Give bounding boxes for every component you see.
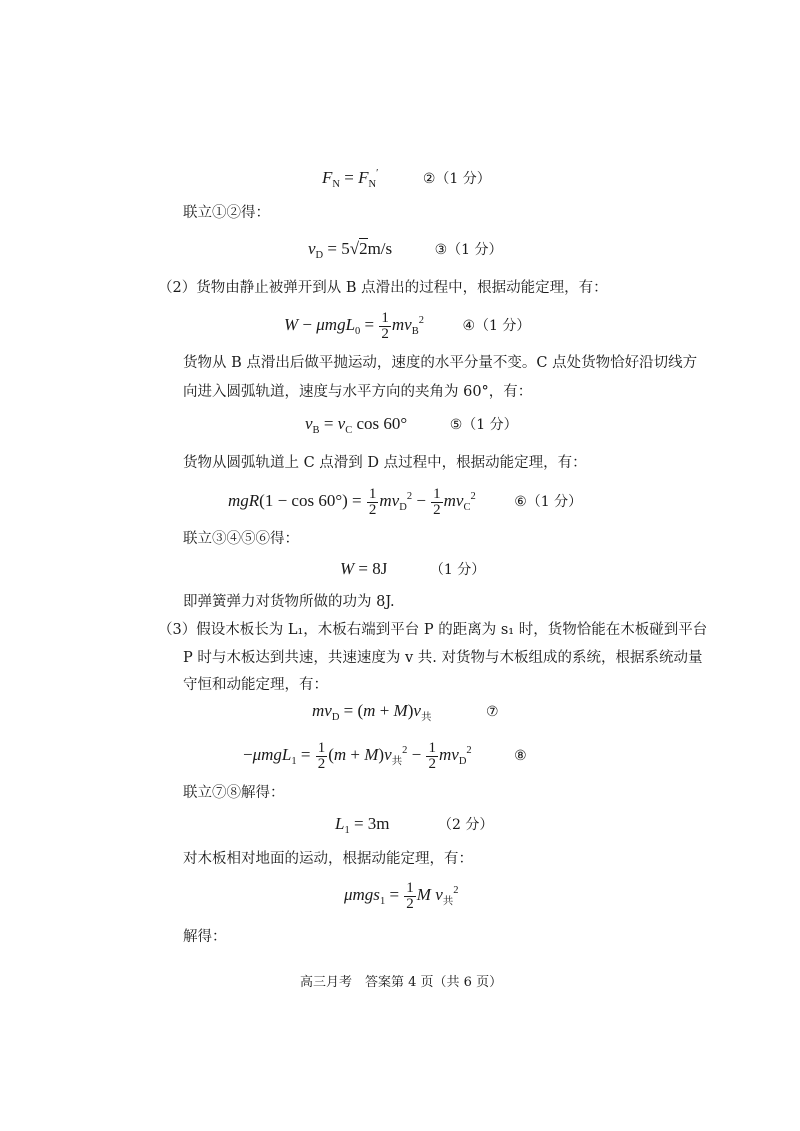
equation-6: W = 8J （1 分） [340, 559, 486, 578]
equation-4: $v_B = v_C$ cos 60° ⑤（1 分） [305, 414, 518, 436]
equation-tag: ⑥（1 分） [514, 494, 583, 510]
text-line: 向进入圆弧轨道，速度与水平方向的夹角为 60°，有： [183, 384, 533, 400]
equation-1: $F_N = F_N'$ ②（1 分） [322, 168, 491, 190]
text-line: 联立①②得： [183, 205, 270, 221]
text-line: （3）假设木板长为 L₁，木板右端到平台 P 的距离为 s₁ 时，货物恰能在木板碰到平台 [158, 622, 708, 638]
equation-tag: ⑧ [514, 748, 527, 764]
text-line: 解得： [183, 929, 227, 945]
text-line: （2）货物由静止被弹开到从 B 点滑出的过程中，根据动能定理，有： [158, 280, 608, 296]
equation-tag: ⑤（1 分） [449, 417, 518, 433]
text-line: 联立③④⑤⑥得： [183, 531, 299, 547]
equation-5: mgR(1 − cos 60°) = $\frac{1}{2}$ $mv_D^2$ − $\frac{1}{2}$ $mv_C^2$ ⑥（1 分） [228, 485, 583, 518]
text-line: 对木板相对地面的运动，根据动能定理，有： [183, 851, 473, 867]
equation-9: $L_1 = 3m$ （2 分） [335, 814, 494, 836]
equation-tag: （2 分） [438, 817, 494, 833]
page-footer: 高三月考 答案第 4 页（共 6 页） [300, 975, 503, 990]
equation-2: $v_D = 5√2m/s$ ③（1 分） [308, 239, 503, 261]
equation-7: $mv_D = (m + M)v_共$ ⑦ [312, 701, 499, 723]
equation-tag: ⑦ [485, 704, 499, 720]
text-line: P 时与木板达到共速，共速速度为 v 共. 对货物与木板组成的系统，根据系统动量 [183, 650, 703, 666]
equation-tag: ③（1 分） [434, 242, 503, 258]
equation-tag: ④（1 分） [462, 318, 531, 334]
equation-8: −μmgL$_1$ = $\frac{1}{2}$ $(m + M)v_共^2$ − $\frac{1}{2}$ $mv_D^2$ ⑧ [243, 739, 527, 772]
equation-10: μmgs$_1$ = $\frac{1}{2}$ M $v_共^2$ [344, 879, 459, 912]
equation-tag: （1 分） [429, 562, 486, 578]
equation-3: W − μmgL$_0$ = $\frac{1}{2}$ $mv_B^2$ ④（1 分） [284, 309, 531, 342]
text-line: 守恒和动能定理，有： [183, 677, 328, 693]
text-line: 即弹簧弹力对货物所做的功为 8J. [183, 594, 395, 610]
text-line: 货物从 B 点滑出后做平抛运动，速度的水平分量不变。C 点处货物恰好沿切线方 [183, 355, 698, 371]
text-line: 联立⑦⑧解得： [183, 785, 285, 801]
equation-tag: ②（1 分） [422, 171, 491, 187]
text-line: 货物从圆弧轨道上 C 点滑到 D 点过程中，根据动能定理，有： [183, 455, 587, 471]
